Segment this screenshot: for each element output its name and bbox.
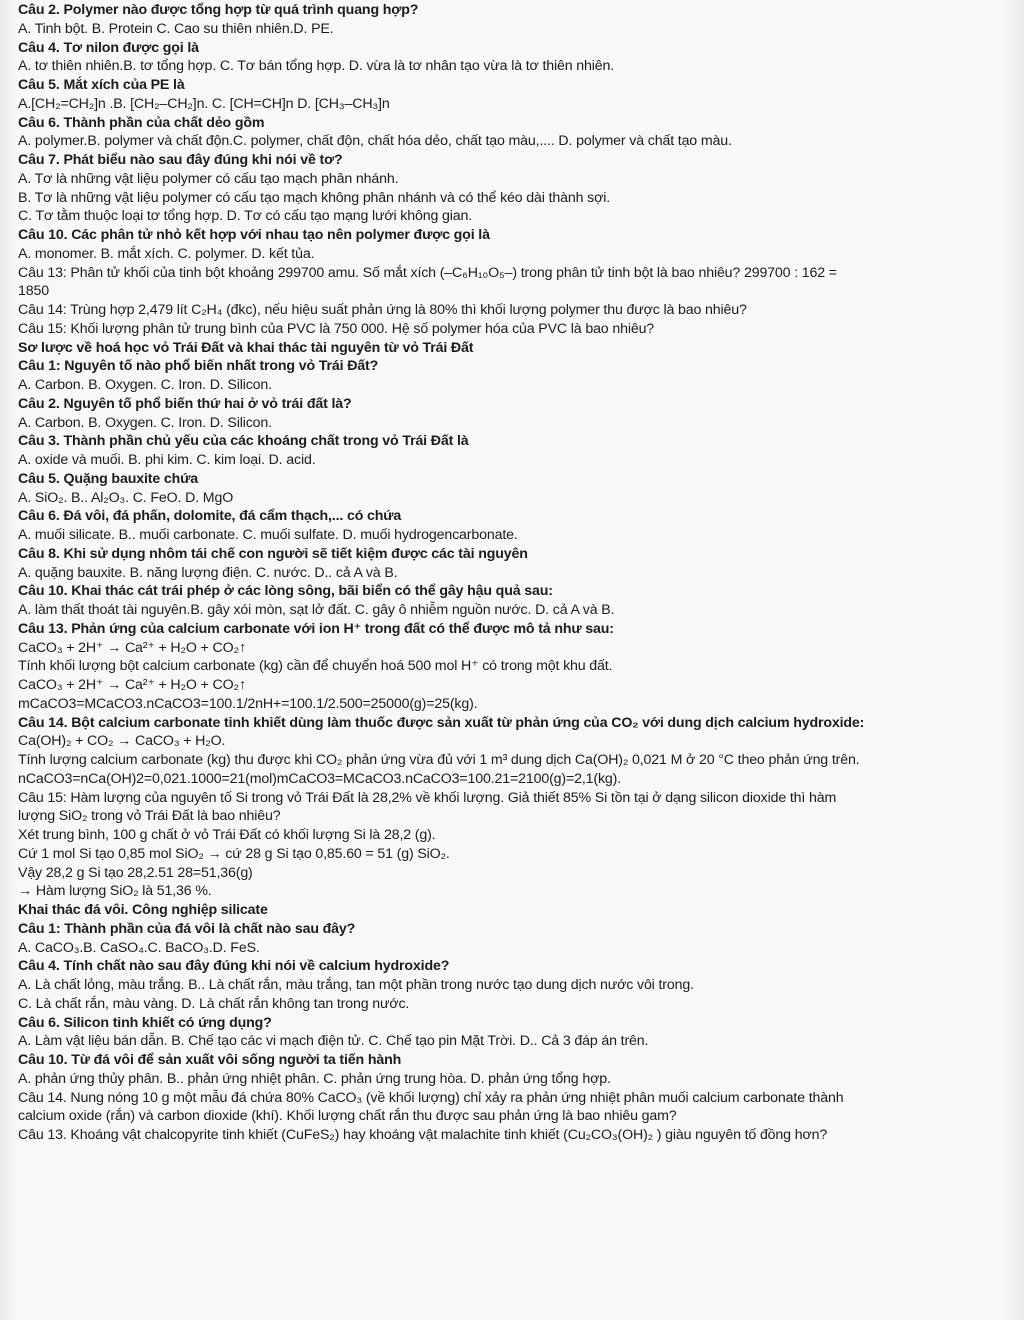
text-line: CaCO₃ + 2H⁺ → Ca²⁺ + H₂O + CO₂↑ — [18, 639, 246, 656]
question-line: Câu 5. Quặng bauxite chứa — [18, 470, 198, 487]
text-line: Cứ 1 mol Si tạo 0,85 mol SiO₂ → cứ 28 g Si tạo 0,85.60 = 51 (g) SiO₂. — [18, 845, 450, 862]
text-line: C. Là chất rắn, màu vàng. D. Là chất rắn không tan trong nước. — [18, 995, 410, 1012]
text-line: Câu 14: Trùng hợp 2,479 lít C₂H₄ (đkc), nếu hiệu suất phản ứng là 80% thì khối lượng polymer thu được là bao nhiêu? — [18, 302, 747, 318]
text-line: Câu 15: Hàm lượng của nguyên tố Si trong vỏ Trái Đất là 28,2% về khối lượng. Giả thiết 85% Si tồn tại ở dạng silicon dioxide thì hàm — [18, 789, 837, 806]
question-line: Câu 2. Nguyên tố phổ biến thứ hai ở vỏ trái đất là? — [18, 395, 352, 412]
text-line: A. CaCO₃.B. CaSO₄.C. BaCO₃.D. FeS. — [18, 939, 260, 956]
text-line: lượng SiO₂ trong vỏ Trái Đất là bao nhiêu? — [18, 808, 281, 825]
text-line: Ca(OH)₂ + CO₂ → CaCO₃ + H₂O. — [18, 733, 226, 750]
question-line: Câu 1: Thành phần của đá vôi là chất nào sau đây? — [18, 920, 356, 937]
text-line: A.[CH₂=CH₂]n .B. [CH₂–CH₂]n. C. [CH=CH]n D. [CH₃–CH₃]n — [18, 95, 390, 112]
question-line: Câu 6. Silicon tinh khiết có ứng dụng? — [18, 1014, 272, 1031]
text-line: Câu 14. Nung nóng 10 g một mẫu đá chứa 80% CaCO₃ (về khối lượng) chỉ xảy ra phản ứng nhiệt phân muối calcium carbonate thành — [18, 1089, 844, 1106]
text-line: Câu 13. Khoáng vật chalcopyrite tinh khiết (CuFeS₂) hay khoáng vật malachite tinh khiết (Cu₂CO₃(OH)₂ ) giàu nguyên tố đồng hơn? — [18, 1127, 828, 1143]
text-line: B. Tơ là những vật liệu polymer có cấu tạo mạch không phân nhánh và có thể kéo dài thành sợi. — [18, 189, 611, 206]
text-line: C. Tơ tằm thuộc loại tơ tổng hợp. D. Tơ có cấu tạo mạng lưới không gian. — [18, 208, 472, 225]
text-line: A. Carbon. B. Oxygen. C. Iron. D. Silicon. — [18, 377, 272, 393]
text-line: nCaCO3=nCa(OH)2=0,021.1000=21(mol)mCaCO3=MCaCO3.nCaCO3=100.21=2100(g)=2,1(kg). — [18, 770, 622, 787]
text-line: A. monomer. B. mắt xích. C. polymer. D. kết tủa. — [18, 245, 315, 262]
question-line: Câu 4. Tơ nilon được gọi là — [18, 39, 199, 56]
text-line: A. tơ thiên nhiên.B. tơ tổng hợp. C. Tơ bán tổng hợp. D. vừa là tơ nhân tạo vừa là tơ thiên nhiên. — [18, 58, 615, 75]
text-line: Xét trung bình, 100 g chất ở vỏ Trái Đất có khối lượng Si là 28,2 (g). — [18, 827, 436, 843]
question-line: Câu 10. Các phân tử nhỏ kết hợp với nhau tạo nên polymer được gọi là — [18, 227, 490, 243]
text-line: mCaCO3=MCaCO3.nCaCO3=100.1/2nH+=100.1/2.500=25000(g)=25(kg). — [18, 695, 478, 712]
text-line: A. muối silicate. B.. muối carbonate. C. muối sulfate. D. muối hydrogencarbonate. — [18, 527, 518, 543]
question-line: Câu 10. Từ đá vôi để sản xuất vôi sống người ta tiến hành — [18, 1052, 402, 1068]
text-line: A. Tinh bột. B. Protein C. Cao su thiên nhiên.D. PE. — [18, 20, 334, 37]
text-line: A. Tơ là những vật liệu polymer có cấu tạo mạch phân nhánh. — [18, 170, 399, 187]
text-line: A. polymer.B. polymer và chất độn.C. polymer, chất độn, chất hóa dẻo, chất tạo màu,.... D. polymer và chất tạo màu. — [18, 133, 732, 150]
question-line: Câu 6. Đá vôi, đá phấn, dolomite, đá cẩm thạch,... có chứa — [18, 508, 402, 525]
question-line: Câu 8. Khi sử dụng nhôm tái chế con người sẽ tiết kiệm được các tài nguyên — [18, 545, 528, 562]
question-line: Câu 2. Polymer nào được tổng hợp từ quá trình quang hợp? — [18, 2, 419, 18]
question-line: Câu 5. Mắt xích của PE là — [18, 77, 185, 93]
text-line: A. Làm vật liệu bán dẫn. B. Chế tạo các vi mạch điện tử. C. Chế tạo pin Mặt Trời. D.. Cả 3 đáp án trên. — [18, 1033, 649, 1050]
text-line: A. làm thất thoát tài nguyên.B. gây xói mòn, sạt lở đất. C. gây ô nhiễm nguồn nước. D. cả A và B. — [18, 602, 615, 618]
question-line: Câu 1: Nguyên tố nào phổ biến nhất trong vỏ Trái Đất? — [18, 358, 379, 375]
question-line: Câu 14. Bột calcium carbonate tinh khiết dùng làm thuốc được sản xuất từ phản ứng của CO₂ với dung dịch calcium hydroxide: — [18, 714, 865, 731]
text-line: A. oxide và muối. B. phi kim. C. kim loại. D. acid. — [18, 452, 316, 468]
question-line: Câu 13. Phản ứng của calcium carbonate với ion H⁺ trong đất có thể được mô tả như sau: — [18, 620, 614, 637]
text-line: Tính lượng calcium carbonate (kg) thu được khi CO₂ phản ứng vừa đủ với 1 m³ dung dịch Ca(OH)₂ 0,021 M ở 20 °C theo phản ứng trên. — [18, 752, 860, 768]
question-line: Câu 3. Thành phần chủ yếu của các khoáng chất trong vỏ Trái Đất là — [18, 433, 469, 450]
question-line: Câu 6. Thành phần của chất dẻo gồm — [18, 114, 265, 131]
section-heading: Sơ lược về hoá học vỏ Trái Đất và khai thác tài nguyên từ vỏ Trái Đất — [18, 339, 474, 356]
text-line: A. quặng bauxite. B. năng lượng điện. C. nước. D.. cả A và B. — [18, 564, 398, 581]
question-line: Câu 10. Khai thác cát trái phép ở các lòng sông, bãi biển có thể gây hậu quả sau: — [18, 583, 553, 600]
text-line: A. SiO₂. B.. Al₂O₃. C. FeO. D. MgO — [18, 489, 234, 506]
text-line: calcium oxide (rắn) và carbon dioxide (khí). Khối lượng chất rắn thu được sau phản ứng là bao nhiêu gam? — [18, 1108, 677, 1125]
text-line: Câu 15: Khối lượng phân tử trung bình của PVC là 750 000. Hệ số polymer hóa của PVC là bao nhiêu? — [18, 320, 655, 337]
text-line: CaCO₃ + 2H⁺ → Ca²⁺ + H₂O + CO₂↑ — [18, 677, 246, 693]
text-line: → Hàm lượng SiO₂ là 51,36 %. — [18, 883, 212, 900]
text-line: 1850 — [18, 283, 49, 300]
question-line: Câu 7. Phát biểu nào sau đây đúng khi nói về tơ? — [18, 152, 343, 168]
text-line: Tính khối lượng bột calcium carbonate (kg) cần để chuyển hoá 500 mol H⁺ có trong một khu đất. — [18, 658, 613, 675]
text-line: Câu 13: Phân tử khối của tinh bột khoảng 299700 amu. Số mắt xích (–C₆H₁₀O₅–) trong phân tử tinh bột là bao nhiêu? 299700 : 162 = — [18, 264, 837, 281]
text-line: A. Carbon. B. Oxygen. C. Iron. D. Silicon. — [18, 414, 272, 431]
text-line: A. Là chất lỏng, màu trắng. B.. Là chất rắn, màu trắng, tan một phần trong nước tạo dung dịch nước vôi trong. — [18, 977, 694, 993]
question-line: Câu 4. Tính chất nào sau đây đúng khi nói về calcium hydroxide? — [18, 958, 450, 975]
text-line: Vậy 28,2 g Si tạo 28,2.51 28=51,36(g) — [18, 864, 253, 881]
section-heading: Khai thác đá vôi. Công nghiệp silicate — [18, 902, 268, 918]
text-line: A. phản ứng thủy phân. B.. phản ứng nhiệt phân. C. phản ứng trung hòa. D. phản ứng tổng hợp. — [18, 1070, 611, 1087]
